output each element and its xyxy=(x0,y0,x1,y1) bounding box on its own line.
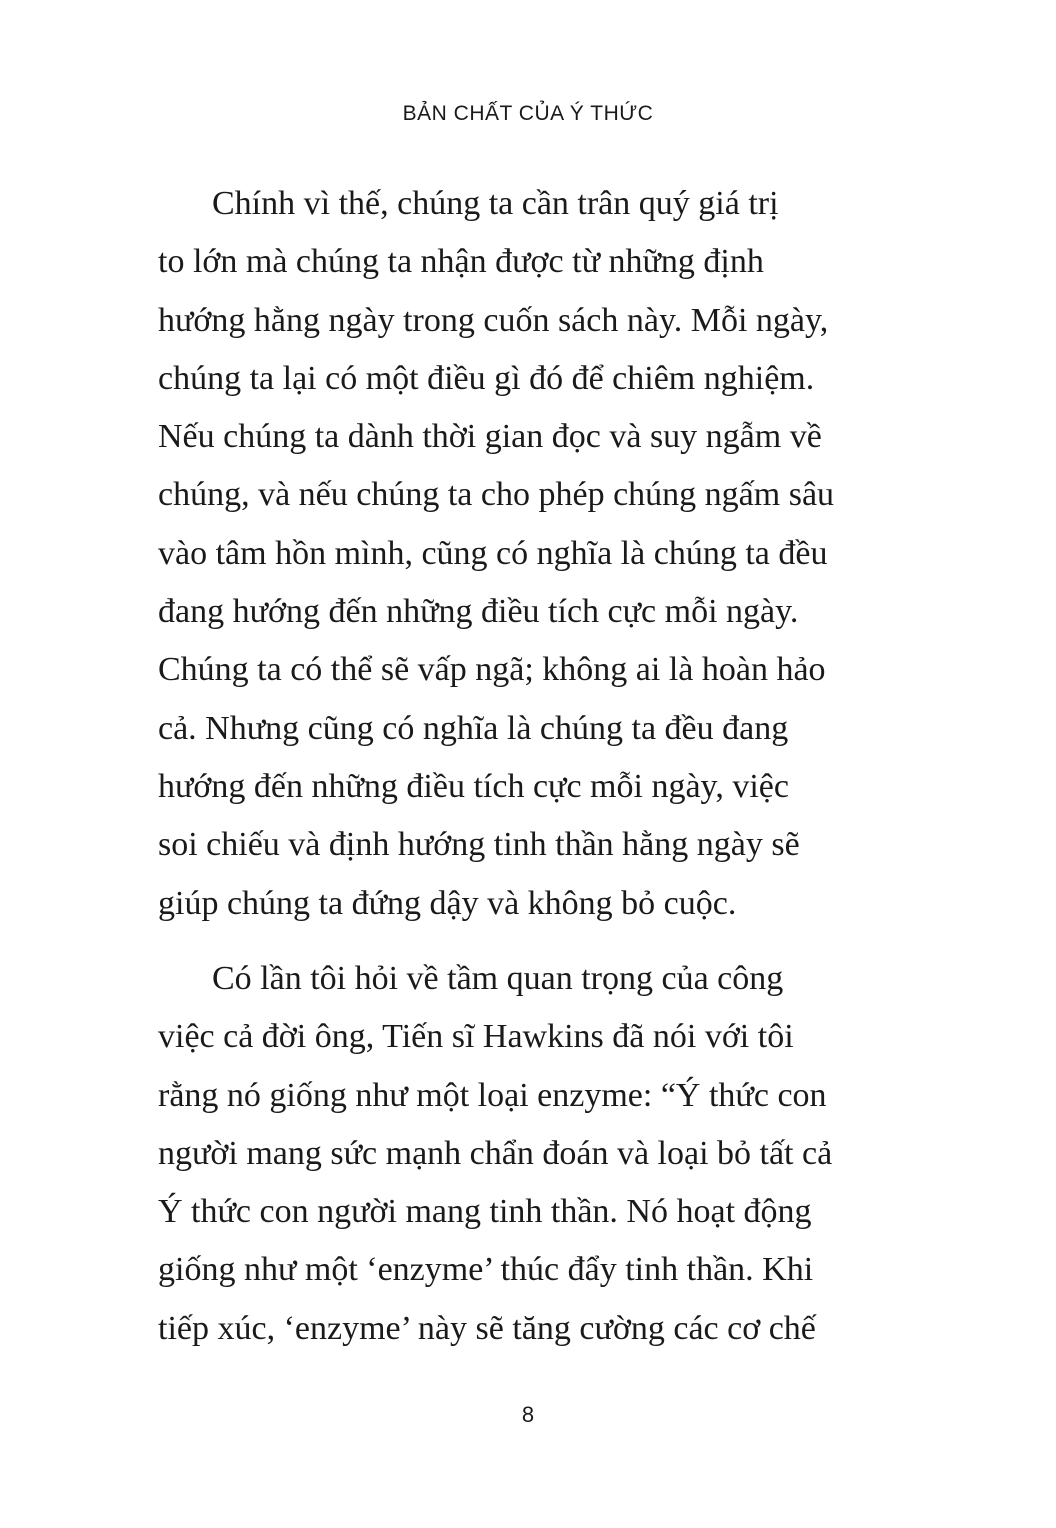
text-line: rằng nó giống như một loại enzyme: “Ý thức con xyxy=(158,1076,827,1114)
text-line: tiếp xúc, ‘enzyme’ này sẽ tăng cường các cơ chế xyxy=(158,1309,816,1347)
text-line: Ý thức con người mang tinh thần. Nó hoạt động xyxy=(158,1193,812,1231)
running-header: BẢN CHẤT CỦA Ý THỨC xyxy=(402,102,654,125)
text-line: người mang sức mạnh chẩn đoán và loại bỏ tất cả xyxy=(158,1134,833,1172)
text-line: đang hướng đến những điều tích cực mỗi ngày. xyxy=(158,593,799,631)
paragraph-2 xyxy=(158,950,866,1358)
text-line: hướng đến những điều tích cực mỗi ngày, việc xyxy=(158,767,789,805)
text-line: vào tâm hồn mình, cũng có nghĩa là chúng ta đều xyxy=(158,534,828,572)
text-line: cả. Nhưng cũng có nghĩa là chúng ta đều đang xyxy=(158,709,789,747)
page-number: 8 xyxy=(521,1402,535,1427)
paragraph-1 xyxy=(158,175,866,933)
text-line: Có lần tôi hỏi về tầm quan trọng của công xyxy=(212,960,784,997)
text-line: giúp chúng ta đứng dậy và không bỏ cuộc. xyxy=(158,884,737,922)
text-line: Chúng ta có thể sẽ vấp ngã; không ai là hoàn hảo xyxy=(158,651,826,689)
text-line: to lớn mà chúng ta nhận được từ những định xyxy=(158,243,764,281)
text-line: Nếu chúng ta dành thời gian đọc và suy ngẫm về xyxy=(158,418,822,456)
text-line: hướng hằng ngày trong cuốn sách này. Mỗi ngày, xyxy=(158,301,829,339)
text-line: chúng ta lại có một điều gì đó để chiêm nghiệm. xyxy=(158,359,815,397)
text-line: chúng, và nếu chúng ta cho phép chúng ngấm sâu xyxy=(158,476,835,514)
text-line: việc cả đời ông, Tiến sĩ Hawkins đã nói với tôi xyxy=(158,1018,794,1056)
text-line: soi chiếu và định hướng tinh thần hằng ngày sẽ xyxy=(158,826,800,864)
text-line: Chính vì thế, chúng ta cần trân quý giá trị xyxy=(212,185,779,222)
text-line: giống như một ‘enzyme’ thúc đẩy tinh thần. Khi xyxy=(158,1251,814,1289)
